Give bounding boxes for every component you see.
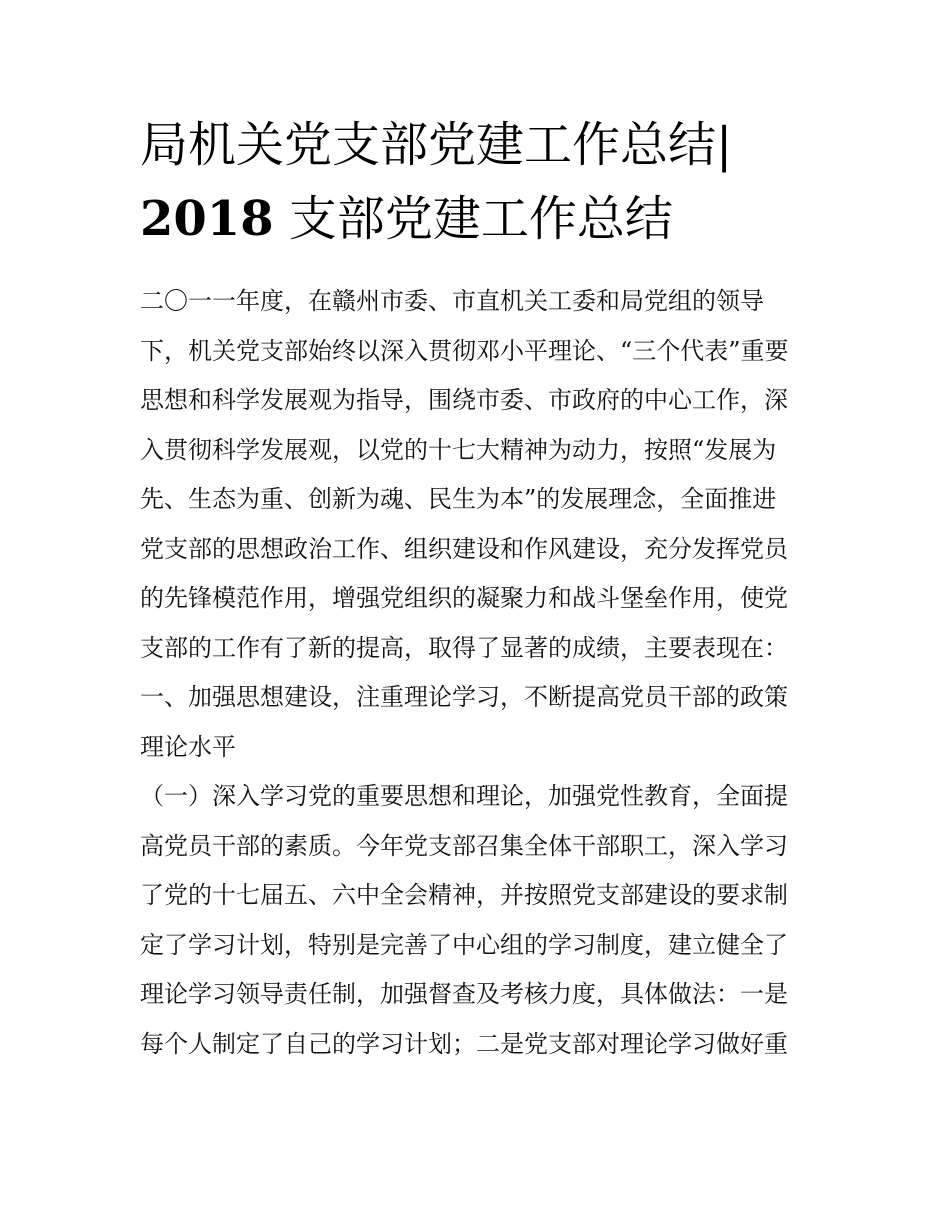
body-line: 支部的工作有了新的提高，取得了显著的成绩，主要表现在： [140,633,788,662]
body-line: 定了学习计划，特别是完善了中心组的学习制度，建立健全了 [140,930,788,959]
title-line-2 [140,182,840,256]
title-line-2-text: 支部党建工作总结 [273,191,673,247]
body-line: 了党的十七届五、六中全会精神，并按照党支部建设的要求制 [140,881,788,909]
title-line-1: 局机关党支部党建工作总结| [140,117,733,173]
section-heading-line: 一、加强思想建设，注重理论学习，不断提高党员干部的政策 [140,683,788,711]
body-line: （一）深入学习党的重要思想和理论，加强党性教育，全面提 [140,782,788,810]
document-body [140,277,820,1069]
body-line: 先、生态为重、创新为魂、民生为本”的发展理念，全面推进 [140,485,777,513]
document-title [140,108,840,256]
body-line: 高党员干部的素质。今年党支部召集全体干部职工，深入学习 [140,831,788,860]
body-line: 思想和科学发展观为指导，围绕市委、市政府的中心工作，深 [140,386,788,414]
body-line: 理论学习领导责任制，加强督查及考核力度，具体做法：一是 [140,980,788,1008]
title-year: 2018 [140,191,274,247]
body-line: 党支部的思想政治工作、组织建设和作风建设，充分发挥党员 [140,534,788,563]
body-line: 二〇一一年度，在赣州市委、市直机关工委和局党组的领导 [140,287,764,315]
body-line: 下，机关党支部始终以深入贯彻邓小平理论、“三个代表”重要 [140,336,789,365]
body-line: 入贯彻科学发展观，以党的十七大精神为动力，按照“发展为 [140,435,777,464]
body-line: 每个人制定了自己的学习计划；二是党支部对理论学习做好重 [140,1029,788,1058]
body-line: 的先锋模范作用，增强党组织的凝聚力和战斗堡垒作用，使党 [140,584,788,612]
section-heading-line: 理论水平 [140,732,236,761]
